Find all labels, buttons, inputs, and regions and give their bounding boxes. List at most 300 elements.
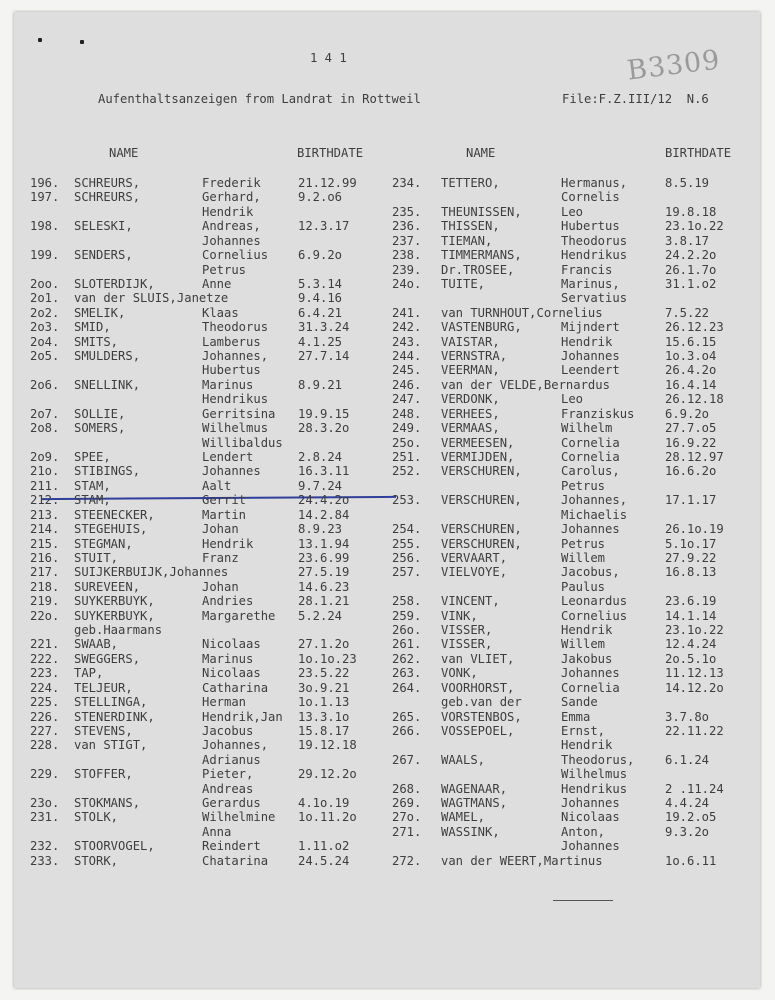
- entry-given-name: Theodorus: [202, 320, 269, 335]
- entry-surname: VINK,: [441, 608, 478, 623]
- entry-given-name: Jakobus: [561, 651, 613, 666]
- entry-given-name: Hendrik,Jan: [202, 709, 283, 724]
- entry-birthdate: 2o.5.1o: [665, 651, 717, 666]
- entry-number: 2o8.: [30, 421, 60, 436]
- entry-number: 228.: [30, 738, 60, 753]
- entry-number: 253.: [392, 493, 422, 508]
- entry-number: 249.: [392, 421, 422, 436]
- entry-surname: VERSCHUREN,: [441, 522, 522, 537]
- entry-birthdate: 19.2.o5: [665, 810, 717, 825]
- entry-given-name: Johannes: [561, 666, 620, 681]
- entry-number: 221.: [30, 637, 60, 652]
- entry-birthdate: 24.2.2o: [665, 248, 717, 263]
- entry-surname: VISSER,: [441, 623, 493, 638]
- entry-number: 259.: [392, 608, 422, 623]
- entry-birthdate: 23.6.19: [665, 594, 717, 609]
- entry-given-name: Klaas: [202, 305, 239, 320]
- entry-birthdate: 4.1o.19: [298, 796, 350, 811]
- entry-surname: VIELVOYE,: [441, 565, 508, 580]
- document-title: Aufenthaltsanzeigen from Landrat in Rottweil: [98, 92, 421, 106]
- entry-surname: WASSINK,: [441, 824, 500, 839]
- entry-birthdate: 8.5.19: [665, 176, 710, 190]
- entry-surname: STOFFER,: [74, 767, 133, 782]
- entry-number: 218.: [30, 579, 60, 594]
- entry-number: 226.: [30, 709, 60, 724]
- entry-number: 23o.: [30, 796, 60, 811]
- entry-surname: STIBINGS,: [74, 464, 141, 479]
- entry-birthdate: 9.2.o6: [298, 190, 343, 205]
- entry-birthdate: 14.6.23: [298, 579, 350, 594]
- entry-surname: SUIJKERBUIJK,: [74, 565, 170, 580]
- entry-given-name: Johannes,: [561, 493, 628, 508]
- entry-given-name: Andries: [202, 594, 254, 609]
- entry-birthdate: 23.1o.22: [665, 623, 724, 638]
- entry-birthdate: 2.8.24: [298, 449, 343, 464]
- entry-given-name: Johannes: [202, 233, 261, 248]
- entry-number: 256.: [392, 550, 422, 565]
- entry-number: 219.: [30, 594, 60, 609]
- entry-surname: VERVAART,: [441, 550, 508, 565]
- entry-surname: VERSCHUREN,: [441, 493, 522, 508]
- entry-birthdate: 3o.9.21: [298, 680, 350, 695]
- entry-given-name: Martin: [202, 507, 247, 522]
- entry-given-name: Theodorus: [561, 233, 628, 248]
- entry-surname: STOORVOGEL,: [74, 839, 155, 854]
- entry-birthdate: 26.1o.19: [665, 522, 724, 537]
- entry-birthdate: 7.5.22: [665, 305, 710, 320]
- entry-given-name: Willem: [561, 637, 606, 652]
- entry-number: 237.: [392, 233, 422, 248]
- entry-given-name: Andreas,: [202, 219, 261, 234]
- entry-given-name: Wilhelmus: [202, 421, 269, 436]
- entry-given-name: Johannes: [202, 464, 261, 479]
- entry-given-name: Nicolaas: [561, 810, 620, 825]
- entry-number: 262.: [392, 651, 422, 666]
- entry-number: 231.: [30, 810, 60, 825]
- entry-given-name: Marinus: [202, 377, 254, 392]
- entry-given-name: Johannes: [169, 565, 229, 580]
- entry-given-name: Cornelia: [561, 449, 620, 464]
- entry-surname: SCHREURS,: [74, 176, 141, 190]
- entry-number: 268.: [392, 781, 422, 796]
- entry-birthdate: 26.4.2o: [665, 363, 717, 378]
- entry-birthdate: 5.3.14: [298, 276, 343, 291]
- entry-number: 257.: [392, 565, 422, 580]
- entry-number: 267.: [392, 752, 422, 767]
- entry-number: 248.: [392, 406, 422, 421]
- entry-surname: STORK,: [74, 853, 119, 868]
- entry-given-name: Leendert: [561, 363, 620, 378]
- entry-number: 255.: [392, 536, 422, 551]
- entry-surname: SWEGGERS,: [74, 651, 141, 666]
- entry-birthdate: 6.9.2o: [665, 406, 710, 421]
- entry-given-name: Anna: [202, 824, 232, 839]
- entry-given-name: Johannes: [561, 796, 620, 811]
- entry-surname: SELESKI,: [74, 219, 133, 234]
- entry-given-name: Leonardus: [561, 594, 628, 609]
- entry-number: 241.: [392, 305, 422, 320]
- entry-given-name: Leo: [561, 392, 584, 407]
- entry-given-name: Adrianus: [202, 752, 261, 767]
- entry-birthdate: 9.4.16: [298, 291, 343, 306]
- entry-surname: SMULDERS,: [74, 349, 141, 364]
- entry-given-name: Bernardus: [543, 377, 610, 392]
- entry-given-name: Reindert: [202, 839, 261, 854]
- entry-number: 215.: [30, 536, 60, 551]
- entry-birthdate: 14.12.2o: [665, 680, 724, 695]
- entry-number: 244.: [392, 349, 422, 364]
- entry-number: 252.: [392, 464, 422, 479]
- entry-given-name: Johan: [202, 579, 239, 594]
- entry-number: 27o.: [392, 810, 422, 825]
- entry-given-name: Catharina: [202, 680, 269, 695]
- entry-number: 197.: [30, 190, 60, 205]
- entry-given-name: Franziskus: [561, 406, 635, 421]
- entry-birthdate: 9.3.2o: [665, 824, 710, 839]
- entry-number: 242.: [392, 320, 422, 335]
- entry-surname: VORSTENBOS,: [441, 709, 522, 724]
- entry-given-name: Carolus,: [561, 464, 620, 479]
- entry-given-name: Leo: [561, 204, 584, 219]
- entry-given-name: Anne: [202, 276, 232, 291]
- entry-surname: SMID,: [74, 320, 111, 335]
- entry-birthdate: 27.7.o5: [665, 421, 717, 436]
- entry-surname: WAGENAAR,: [441, 781, 508, 796]
- entry-number: 2o4.: [30, 334, 60, 349]
- entry-number: 213.: [30, 507, 60, 522]
- text-underline: [553, 900, 613, 901]
- entry-birthdate: 12.4.24: [665, 637, 717, 652]
- entry-surname: VERNSTRA,: [441, 349, 508, 364]
- column-header-name: NAME: [109, 146, 139, 160]
- entry-birthdate: 11.12.13: [665, 666, 724, 681]
- document-page: [14, 12, 760, 988]
- entry-given-name: Andreas: [202, 781, 254, 796]
- entry-number: 224.: [30, 680, 60, 695]
- entry-birthdate: 17.1.17: [665, 493, 717, 508]
- entry-number: 217.: [30, 565, 60, 580]
- entry-surname: VERMIJDEN,: [441, 449, 515, 464]
- entry-birthdate: 22.11.22: [665, 723, 724, 738]
- entry-given-name: Francis: [561, 262, 613, 277]
- entry-given-name: Gerritsina: [202, 406, 276, 421]
- entry-given-name: Willem: [561, 550, 606, 565]
- entry-number: 238.: [392, 248, 422, 263]
- entry-birthdate: 26.12.23: [665, 320, 724, 335]
- entry-birthdate: 1.11.o2: [298, 839, 350, 854]
- entry-given-name: Ernst,: [561, 723, 606, 738]
- entry-surname: STOKMANS,: [74, 796, 141, 811]
- entry-given-name: Servatius: [561, 291, 628, 306]
- entry-given-name: Marinus,: [561, 276, 620, 291]
- entry-given-name: Jacobus,: [561, 565, 620, 580]
- entry-surname: TELJEUR,: [74, 680, 133, 695]
- entry-given-name: Hubertus: [561, 219, 620, 234]
- entry-surname: VISSER,: [441, 637, 493, 652]
- entry-number: 269.: [392, 796, 422, 811]
- entry-surname: SOLLIE,: [74, 406, 126, 421]
- entry-surname: STELLINGA,: [74, 695, 148, 710]
- entry-given-name: Cornelia: [561, 435, 620, 450]
- entry-birthdate: 16.4.14: [665, 377, 717, 392]
- entry-birthdate: 28.1.21: [298, 594, 350, 609]
- entry-number: 2o5.: [30, 349, 60, 364]
- entry-number: 223.: [30, 666, 60, 681]
- entry-given-name: Hendrik: [561, 334, 613, 349]
- entry-number: 225.: [30, 695, 60, 710]
- entry-given-name: Petrus: [561, 536, 606, 551]
- entry-birthdate: 16.8.13: [665, 565, 717, 580]
- entry-birthdate: 27.5.19: [298, 565, 350, 580]
- entry-number: 198.: [30, 219, 60, 234]
- entry-birthdate: 5.1o.17: [665, 536, 717, 551]
- entry-number: 272.: [392, 853, 422, 868]
- entry-surname: STENERDINK,: [74, 709, 155, 724]
- entry-given-name: Paulus: [561, 579, 606, 594]
- entry-birthdate: 15.6.15: [665, 334, 717, 349]
- entry-birthdate: 24.5.24: [298, 853, 350, 868]
- entry-surname: van TURNHOUT,: [441, 305, 537, 320]
- entry-number: 236.: [392, 219, 422, 234]
- entry-given-name: Theodorus,: [561, 752, 635, 767]
- entry-surname: VERMEESEN,: [441, 435, 515, 450]
- entry-number: 266.: [392, 723, 422, 738]
- entry-birthdate: 16.3.11: [298, 464, 350, 479]
- entry-given-name: Cornelis: [561, 190, 620, 205]
- entry-given-name: Johannes: [561, 522, 620, 537]
- entry-birthdate: 6.9.2o: [298, 248, 343, 263]
- entry-birthdate: 13.3.1o: [298, 709, 350, 724]
- entry-birthdate: 28.3.2o: [298, 421, 350, 436]
- entry-surname: van VLIET,: [441, 651, 515, 666]
- entry-given-name: Janetze: [176, 291, 229, 306]
- entry-surname: THISSEN,: [441, 219, 500, 234]
- entry-surname: VERSCHUREN,: [441, 464, 522, 479]
- entry-birthdate: 19.8.18: [665, 204, 717, 219]
- entry-given-name: Gerrit: [202, 493, 247, 508]
- entry-birthdate: 21.12.99: [298, 176, 357, 190]
- entry-birthdate: 27.1.2o: [298, 637, 350, 652]
- entry-surname: VONK,: [441, 666, 478, 681]
- entry-surname: SUYKERBUYK,: [74, 608, 155, 623]
- entry-surname: Dr.TROSEE,: [441, 262, 515, 277]
- entry-number: 212.: [30, 493, 60, 508]
- entry-given-name: Marinus: [202, 651, 254, 666]
- entry-given-name: Mijndert: [561, 320, 620, 335]
- entry-given-name: Margarethe: [202, 608, 276, 623]
- entry-birthdate: 12.3.17: [298, 219, 350, 234]
- entry-surname: STEENECKER,: [74, 507, 155, 522]
- entry-birthdate: 27.9.22: [665, 550, 717, 565]
- entry-birthdate: 15.8.17: [298, 723, 350, 738]
- entry-surname: WAMEL,: [441, 810, 486, 825]
- entry-number: 196.: [30, 176, 60, 190]
- entry-surname: VERHEES,: [441, 406, 500, 421]
- column-header-birthdate: BIRTHDATE: [297, 146, 364, 160]
- entry-given-name: Anton,: [561, 824, 606, 839]
- entry-given-name: Nicolaas: [202, 637, 261, 652]
- entry-given-name: Lendert: [202, 449, 254, 464]
- entry-given-name: Cornelia: [561, 680, 620, 695]
- entry-surname: TAP,: [74, 666, 104, 681]
- entry-surname: STAM,: [74, 493, 111, 508]
- entry-birthdate: 27.7.14: [298, 349, 350, 364]
- entry-birthdate: 9.7.24: [298, 478, 343, 493]
- entry-birthdate: 1o.1o.23: [298, 651, 357, 666]
- entry-given-name: Petrus: [202, 262, 247, 277]
- entry-birthdate: 13.1.94: [298, 536, 350, 551]
- entry-number: 2o2.: [30, 305, 60, 320]
- entry-birthdate: 23.5.22: [298, 666, 350, 681]
- entry-number: 264.: [392, 680, 422, 695]
- entry-surname: SPEE,: [74, 449, 111, 464]
- entry-number: 254.: [392, 522, 422, 537]
- entry-birthdate: 1o.1.13: [298, 695, 350, 710]
- entry-birthdate: 4.1.25: [298, 334, 343, 349]
- entry-surname: WAGTMANS,: [441, 796, 508, 811]
- entry-birthdate: 26.1.7o: [665, 262, 717, 277]
- entry-surname: van der VELDE,: [441, 377, 544, 392]
- entry-given-name: Wilhelmine: [202, 810, 276, 825]
- entry-given-name: Cornelius: [561, 608, 628, 623]
- entry-surname: geb.Haarmans: [74, 623, 163, 638]
- entry-given-name: Gerardus: [202, 796, 261, 811]
- entry-number: 265.: [392, 709, 422, 724]
- entry-surname: STEGEHUIS,: [74, 522, 148, 537]
- entry-given-name: Petrus: [561, 478, 606, 493]
- entry-surname: VERMAAS,: [441, 421, 500, 436]
- entry-surname: TETTERO,: [441, 176, 500, 190]
- entry-given-name: Chatarina: [202, 853, 269, 868]
- entry-surname: VINCENT,: [441, 594, 500, 609]
- entry-surname: TIMMERMANS,: [441, 248, 522, 263]
- entry-given-name: Franz: [202, 550, 239, 565]
- entry-surname: van der WEERT,: [441, 853, 544, 868]
- entry-birthdate: 6.1.24: [665, 752, 710, 767]
- entry-number: 216.: [30, 550, 60, 565]
- entry-given-name: Hendrikus: [202, 392, 269, 407]
- entry-birthdate: 19.9.15: [298, 406, 350, 421]
- entry-given-name: Willibaldus: [202, 435, 283, 450]
- entry-number: 243.: [392, 334, 422, 349]
- entry-given-name: Lamberus: [202, 334, 261, 349]
- entry-birthdate: 14.1.14: [665, 608, 717, 623]
- entry-number: 222.: [30, 651, 60, 666]
- entry-surname: VASTENBURG,: [441, 320, 522, 335]
- entry-given-name: Hermanus,: [561, 176, 628, 190]
- entry-number: 211.: [30, 478, 60, 493]
- entry-number: 25o.: [392, 435, 422, 450]
- entry-given-name: Herman: [202, 695, 247, 710]
- entry-number: 251.: [392, 449, 422, 464]
- entry-birthdate: 3.7.8o: [665, 709, 710, 724]
- entry-number: 261.: [392, 637, 422, 652]
- entry-surname: STUIT,: [74, 550, 119, 565]
- entry-given-name: Hendrik: [561, 738, 613, 753]
- entry-given-name: Cornelius: [536, 305, 603, 320]
- entry-given-name: Johannes: [561, 839, 620, 854]
- entry-birthdate: 4.4.24: [665, 796, 710, 811]
- entry-given-name: Hendrik: [561, 623, 613, 638]
- entry-number: 2o3.: [30, 320, 60, 335]
- archive-stamp: B3309: [625, 44, 723, 87]
- entry-number: 263.: [392, 666, 422, 681]
- entry-birthdate: 23.6.99: [298, 550, 350, 565]
- entry-number: 214.: [30, 522, 60, 537]
- entry-surname: SUREVEEN,: [74, 579, 141, 594]
- entry-birthdate: 31.3.24: [298, 320, 350, 335]
- entry-number: 239.: [392, 262, 422, 277]
- entry-given-name: Hendrikus: [561, 781, 628, 796]
- entry-number: 2o9.: [30, 449, 60, 464]
- entry-number: 235.: [392, 204, 422, 219]
- page-number: 1 4 1: [310, 51, 347, 65]
- entry-surname: SCHREURS,: [74, 190, 141, 205]
- entry-surname: SNELLINK,: [74, 377, 141, 392]
- entry-number: 21o.: [30, 464, 60, 479]
- entry-given-name: Gerhard,: [202, 190, 261, 205]
- entry-given-name: Emma: [561, 709, 591, 724]
- entry-surname: TUITE,: [441, 276, 486, 291]
- file-reference: File:F.Z.III/12 N.6: [562, 92, 709, 106]
- entry-number: 2o7.: [30, 406, 60, 421]
- entry-number: 258.: [392, 594, 422, 609]
- entry-surname: TIEMAN,: [441, 233, 493, 248]
- entry-given-name: Hendrik: [202, 536, 254, 551]
- entry-number: 199.: [30, 248, 60, 263]
- entry-given-name: Jacobus: [202, 723, 254, 738]
- entry-birthdate: 29.12.2o: [298, 767, 357, 782]
- entry-birthdate: 16.9.22: [665, 435, 717, 450]
- entry-birthdate: 19.12.18: [298, 738, 357, 753]
- entry-surname: SLOTERDIJK,: [74, 276, 155, 291]
- entry-given-name: Sande: [561, 695, 598, 710]
- entry-surname: SMELIK,: [74, 305, 126, 320]
- entry-number: 227.: [30, 723, 60, 738]
- entry-birthdate: 5.2.24: [298, 608, 343, 623]
- entry-surname: SENDERS,: [74, 248, 133, 263]
- punch-mark: [80, 40, 84, 44]
- entry-number: 233.: [30, 853, 60, 868]
- entry-surname: geb.van der: [441, 695, 522, 710]
- entry-birthdate: 14.2.84: [298, 507, 350, 522]
- entry-birthdate: 16.6.2o: [665, 464, 717, 479]
- entry-number: 2oo.: [30, 276, 60, 291]
- entry-surname: VAISTAR,: [441, 334, 500, 349]
- entry-surname: van STIGT,: [74, 738, 148, 753]
- entry-number: 234.: [392, 176, 422, 190]
- entry-surname: STEVENS,: [74, 723, 133, 738]
- entry-surname: SUYKERBUYK,: [74, 594, 155, 609]
- entry-birthdate: 3.8.17: [665, 233, 710, 248]
- entry-given-name: Johannes,: [202, 738, 269, 753]
- entry-birthdate: 2 .11.24: [665, 781, 724, 796]
- entry-birthdate: 24.4.2o: [298, 493, 350, 508]
- entry-given-name: Cornelius: [202, 248, 269, 263]
- entry-surname: THEUNISSEN,: [441, 204, 522, 219]
- entry-surname: STAM,: [74, 478, 111, 493]
- entry-given-name: Hendrikus: [561, 248, 628, 263]
- entry-surname: SWAAB,: [74, 637, 119, 652]
- entry-given-name: Wilhelmus: [561, 767, 628, 782]
- entry-number: 24o.: [392, 276, 422, 291]
- entry-number: 26o.: [392, 623, 422, 638]
- entry-birthdate: 8.9.23: [298, 522, 343, 537]
- entry-number: 2o1.: [30, 291, 60, 306]
- entry-number: 232.: [30, 839, 60, 854]
- entry-number: 271.: [392, 824, 422, 839]
- entry-birthdate: 23.1o.22: [665, 219, 724, 234]
